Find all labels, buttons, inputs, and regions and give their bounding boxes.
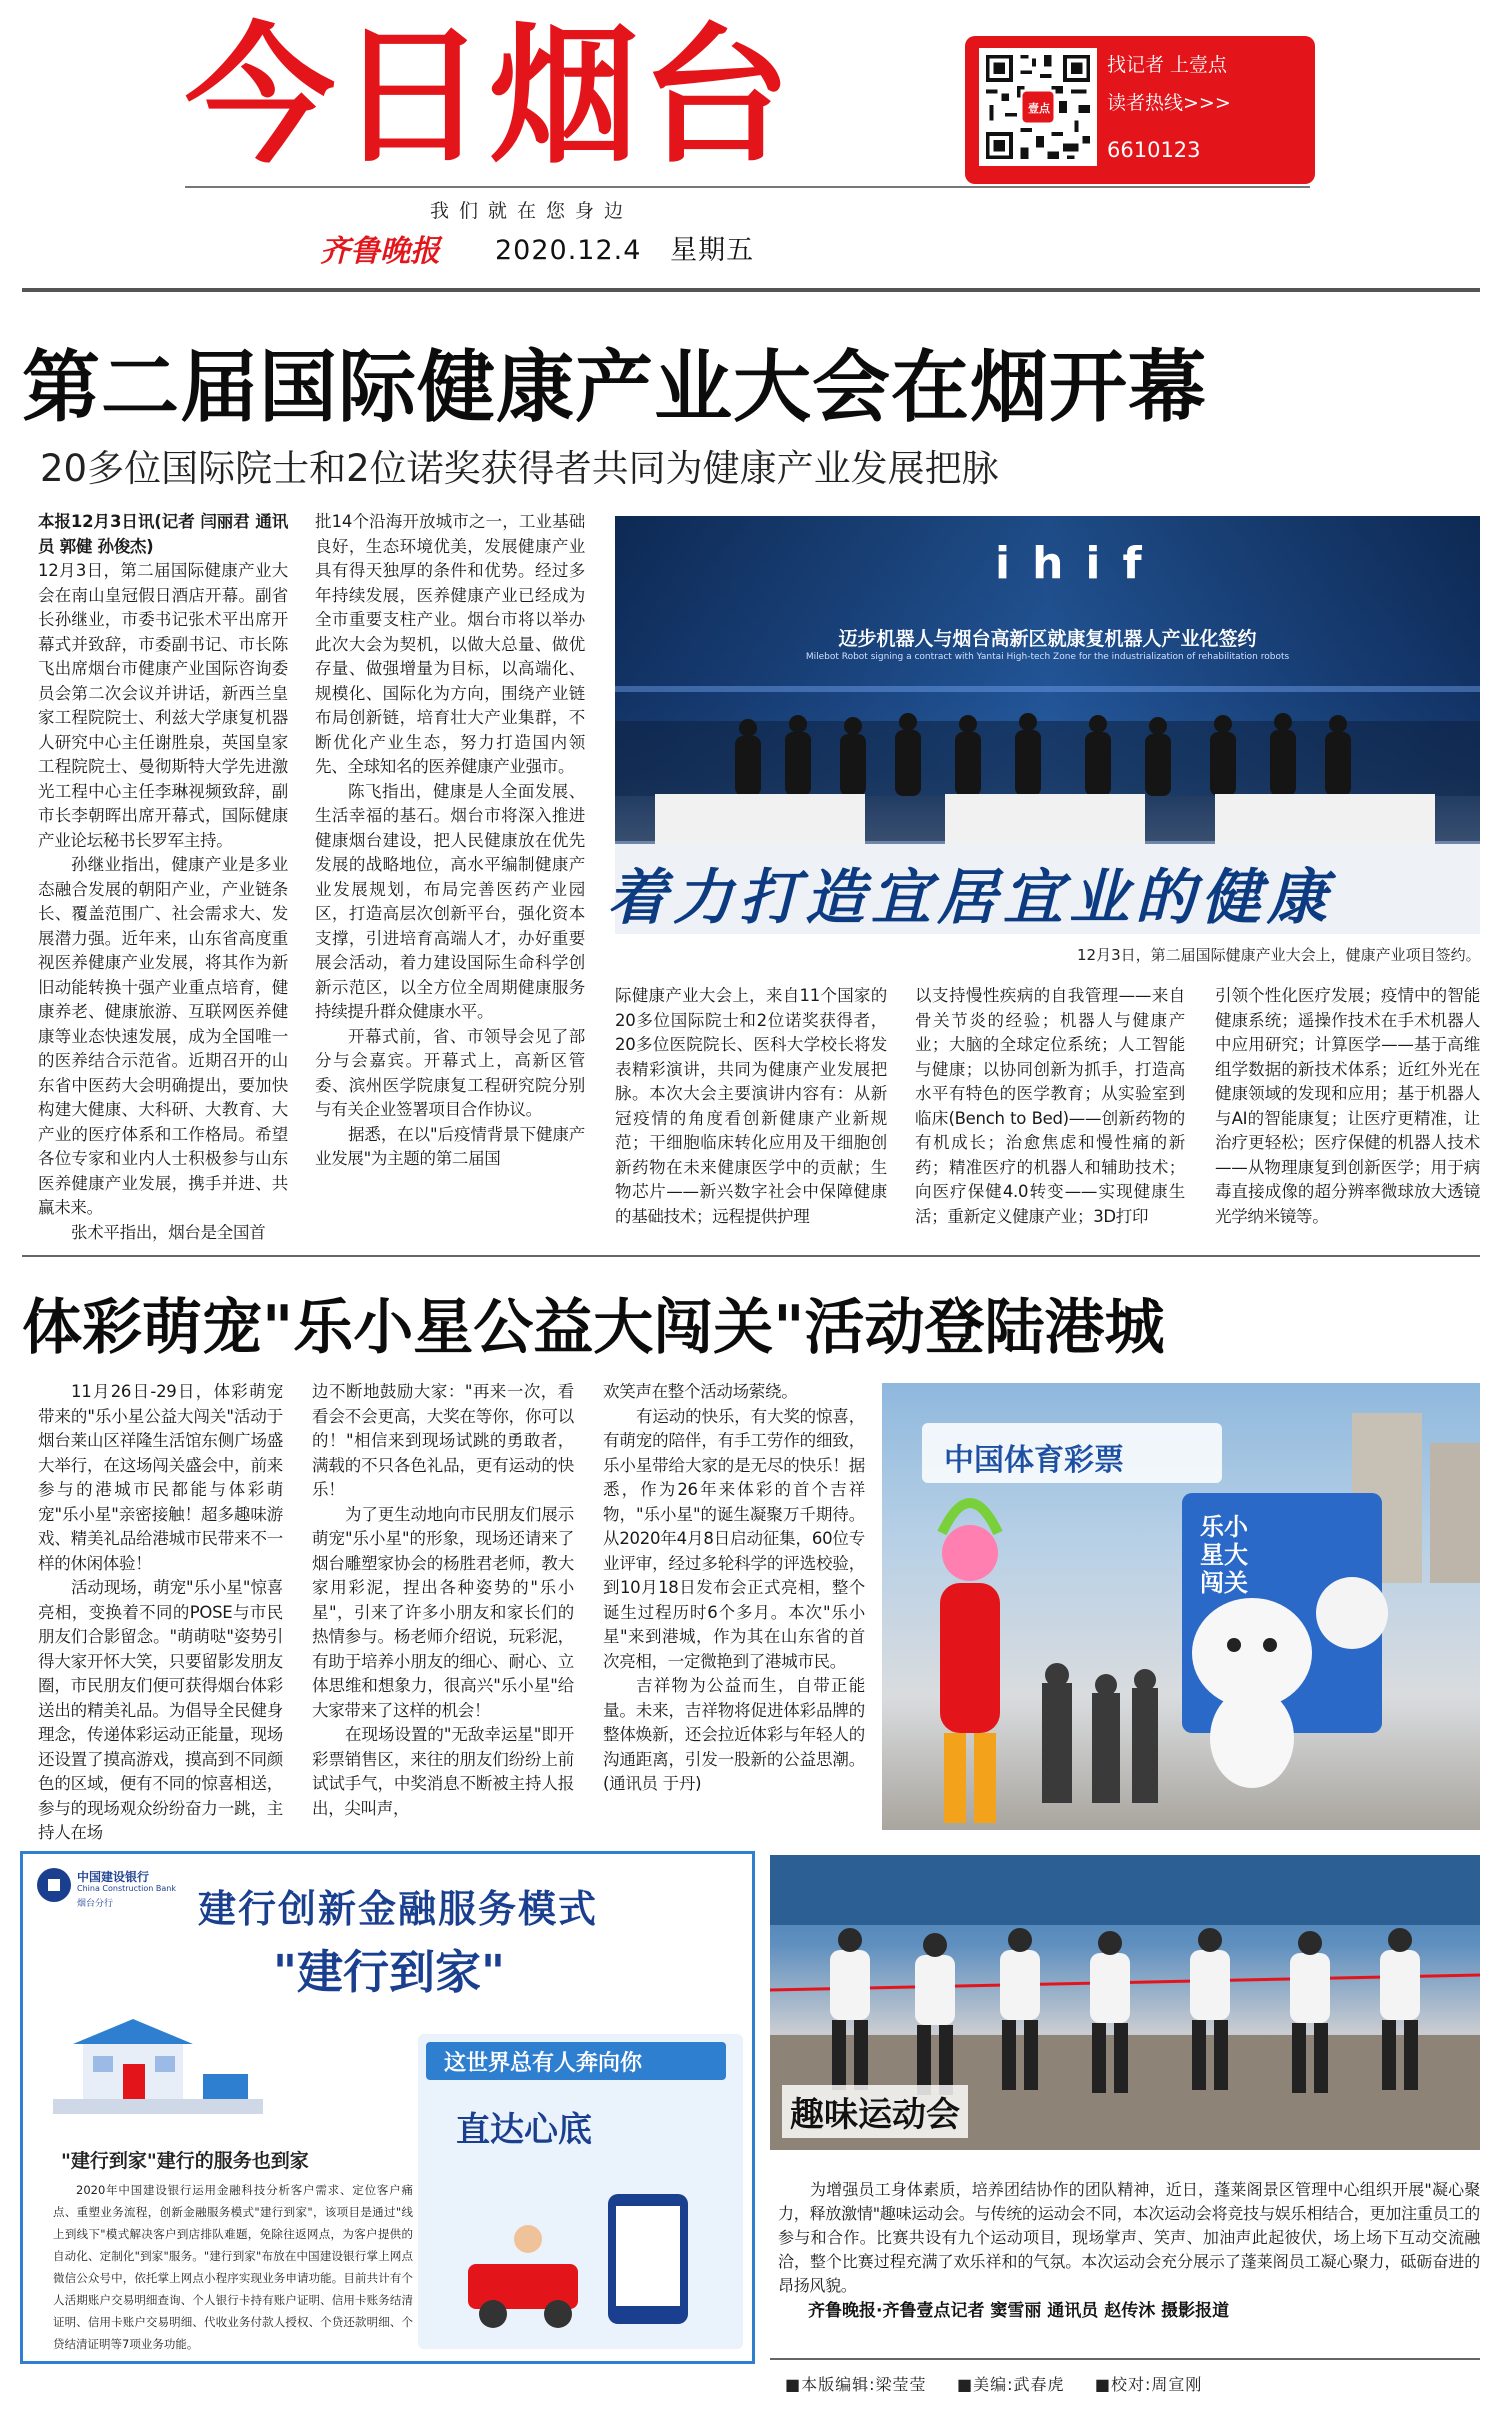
article2-paragraph: 为了更生动地向市民朋友们展示萌宠"乐小星"的形象，现场还请来了烟台雕塑家协会的杨胜君老师，教大家用彩泥，捏出各种姿势的"乐小星"，引来了许多小朋友和家长们的热情参与。杨老师介绍说，玩彩泥，有助于培养小朋友的细心、耐心、立体思维和想象力，很高兴"乐小星"给大家带来了这样的机会！ [312, 1504, 574, 1720]
article1-paragraph: 陈飞指出，健康是人全面发展、生活幸福的基石。烟台市将深入推进健康烟台建设，把人民健康放在优先发展的战略地位，高水平编制健康产业发展规划，布局完善医药产业园区，打造高层次创新平台，强化资本支撑，引进培育高端人才，办好重要展会活动，着力建设国际生命科学创新示范区，以全方位全周期健康服务持续提升群众健康水平。 [315, 781, 585, 1021]
ad-body: 2020年中国建设银行运用金融科技分析客户需求、定位客户痛点、重塑业务流程，创新金融服务模式"建行到家"，该项目是通过"线上到线下"模式解决客户到店排队难题，免除往返网点，为客户提供的自动化、定制化"到家"服务。"建行到家"布放在中国建设银行掌上网点微信公众号中，依托掌上网点小程序实现业务申请功能。目前共计有个人活期账户交易明细查询、个人银行卡持有账户证明、信用卡账务结清证明、信用卡账户交易明细、代收业务付款人授权、个贷还款明细、个贷结清证明等7项业务功能。 [53, 2183, 413, 2351]
ccb-name-cn: 中国建设银行 [77, 1870, 150, 1884]
signing-banner-en: Milebot Robot signing a contract with Yantai High-tech Zone for the industrialization of rehabilitation robots [805, 652, 1290, 662]
article2-headline: 体彩萌宠"乐小星公益大闯关"活动登陆港城 [22, 1293, 1165, 1363]
sports-meet-label: 趣味运动会 [782, 2085, 968, 2138]
mascot-banner-text: 乐小星大闯关 [1200, 1513, 1248, 1597]
ad-phone-illustration [418, 2034, 743, 2349]
masthead-slogan: 我们就在您身边 [430, 200, 634, 222]
conference-signing-photo [607, 516, 1480, 934]
article2-paragraph: 吉祥物为公益而生，自带正能量。未来，吉祥物将促进体彩品牌的整体焕新，还会拉近体彩与年轻人的沟通距离，引发一股新的公益思潮。(通讯员 于丹) [603, 1676, 865, 1793]
article1-column-2 [315, 510, 585, 1520]
hotline-line2: 读者热线>>> [1107, 92, 1231, 114]
photo-slogan: 着力打造宜居宜业的健康 [607, 863, 1333, 933]
issue-date: 2020.12.4 星期五 [495, 235, 755, 266]
sports-meet-photo [770, 1855, 1480, 2150]
ad-title-2: "建行到家" [273, 1945, 505, 1999]
article2-paragraph: 在现场设置的"无敌幸运星"即开彩票销售区，来往的朋友们纷纷上前试试手气，中奖消息不断被主持人报出，尖叫声， [312, 1725, 574, 1818]
article1-paragraph: 批14个沿海开放城市之一，工业基础良好，生态环境优美，发展健康产业具有得天独厚的条件和优势。经过多年持续发展，医养健康产业已经成为全市重要支柱产业。烟台市将以举办此次大会为契机，以做大总量、做优存量、做强增量为目标，以高端化、规模化、国际化为方向，围绕产业链布局创新链，培育壮大产业集群，不断优化产业生态，努力打造国内领先、全球知名的医养健康产业强市。 [315, 512, 585, 776]
reader-hotline-box [965, 36, 1315, 184]
lottery-sign: 中国体育彩票 [944, 1443, 1124, 1478]
page-credits [785, 2372, 1202, 2395]
article1-column-1 [38, 510, 288, 1520]
credit-proofreader: ■校对:周宣刚 [1094, 2375, 1203, 2394]
article3-byline: 齐鲁晚报·齐鲁壹点记者 窦雪丽 通讯员 赵传沐 摄影报道 [808, 2301, 1230, 2321]
footer-rule [770, 2358, 1480, 2360]
qr-label: 壹点 [1028, 102, 1050, 115]
ad-bubble-2: 直达心底 [456, 2110, 592, 2150]
credit-editor: ■本版编辑:梁莹莹 [785, 2375, 927, 2394]
article2-paragraph: 边不断地鼓励大家："再来一次，看看会不会更高，大奖在等你，你可以的！"相信来到现场试跳的勇敢者，满载的不只各色礼品，更有运动的快乐！ [312, 1382, 574, 1499]
article1-column-3: 际健康产业大会上，来自11个国家的20多位国际院士和2位诺奖获得者，20多位医院院长、医科大学校长将发表精彩演讲，共同为健康产业发展把脉。本次大会主要演讲内容有：从新冠疫情的角度看创新健康产业新规范；干细胞临床转化应用及干细胞创新药物在未来健康医学中的贡献；生物芯片——新兴数字社会中保障健康的基础技术；远程提供护理 [615, 986, 887, 1226]
article1-subheadline: 20多位国际院士和2位诺奖获得者共同为健康产业发展把脉 [40, 447, 999, 490]
article3-paragraph: 为增强员工身体素质，培养团结协作的团队精神，近日，蓬莱阁景区管理中心组织开展"凝心聚力，释放激情"趣味运动会。与传统的运动会不同，本次运动会将竞技与娱乐相结合，更加注重员工的参与和合作。比赛共设有九个运动项目，现场掌声、笑声、加油声此起彼伏，场上场下互动交流融洽，整个比赛过程充满了欢乐祥和的气氛。本次运动会充分展示了蓬莱阁员工凝心聚力，砥砺奋进的昂扬风貌。 [778, 2180, 1480, 2295]
signing-banner-cn: 迈步机器人与烟台高新区就康复机器人产业化签约 [838, 628, 1257, 650]
article1-byline: 本报12月3日讯(记者 闫丽君 通讯员 郭健 孙俊杰) [38, 512, 288, 556]
article1-photo-caption: 12月3日，第二届国际健康产业大会上，健康产业项目签约。 [1077, 946, 1481, 964]
ad-title-1: 建行创新金融服务模式 [198, 1887, 599, 1931]
article2-column-3 [603, 1380, 865, 1830]
ccb-advertisement[interactable] [20, 1851, 755, 2364]
masthead-rule [22, 288, 1480, 292]
bank-building-illustration [53, 2004, 263, 2114]
hotline-number: 6610123 [1107, 138, 1201, 162]
hotline-line1: 找记者 上壹点 [1107, 54, 1228, 76]
article1-paragraph: 孙继业指出，健康产业是多业态融合发展的朝阳产业，产业链条长、覆盖范围广、社会需求大、发展潜力强。近年来，山东省高度重视医养健康产业发展，将其作为新旧动能转换十强产业重点培育，健康养老、健康旅游、互联网医养健康等业态快速发展，成为全国唯一的医养结合示范省。近期召开的山东省中医药大会明确提出，要加快构建大健康、大科研、大教育、大产业的医疗体系和工作格局。希望各位专家和业内人士积极参与山东医养健康产业发展，携手并进、共赢未来。 [38, 855, 288, 1217]
article2-paragraph: 11月26日-29日，体彩萌宠带来的"乐小星公益大闯关"活动于烟台莱山区祥隆生活馆东侧广场盛大举行，在这场闯关盛会中，前来参与的港城市民都能与体彩萌宠"乐小星"亲密接触！超多趣味游戏、精美礼品给港城市民带来不一样的休闲体验！ [38, 1382, 283, 1573]
section-divider [22, 1255, 1480, 1257]
article2-paragraph: 活动现场，萌宠"乐小星"惊喜亮相，变换着不同的POSE与市民朋友们合影留念。"萌萌哒"姿势引得大家开怀大笑，只要留影发朋友圈，市民朋友们便可获得烟台体彩送出的精美礼品。为倡导全民健身理念，传递体彩运动正能量，现场还设置了摸高游戏，摸高到不同颜色的区域，便有不同的惊喜相送，参与的现场观众纷纷奋力一跳，主持人在场 [38, 1578, 283, 1842]
brand-logo: 齐鲁晚报 [320, 234, 440, 269]
article2-paragraph: 欢笑声在整个活动场萦绕。 [603, 1382, 798, 1401]
article1-headline: 第二届国际健康产业大会在烟开幕 [22, 343, 1208, 433]
ccb-name-en: China Construction Bank [77, 1884, 176, 1893]
ad-bubble-1: 这世界总有人奔向你 [444, 2051, 643, 2076]
masthead-divider [185, 186, 1310, 188]
qr-code-icon[interactable] [979, 48, 1097, 166]
masthead-title: 今日烟台 [185, 10, 794, 184]
article2-column-1 [38, 1380, 283, 1842]
article1-column-4: 以支持慢性疾病的自我管理——来自骨关节炎的经验；机器人与健康产业；大脑的全球定位系统；人工智能与健康；以协同创新为抓手，打造高水平有特色的医学教育；从实验室到临床(Bench to Bed)——创新药物的有机成长；治愈焦虑和慢性痛的新药；精准医疗的机器人和辅助技术；向医疗保健4.0转变——实现健康生活；重新定义健康产业；3D打印 [915, 986, 1185, 1226]
article2-paragraph: 有运动的快乐，有大奖的惊喜，有萌宠的陪伴，有手工劳作的细致，乐小星带给大家的是无尽的快乐！据悉，作为26年来体彩的首个吉祥物，"乐小星"的诞生凝聚万千期待。从2020年4月8日启动征集，60位专业评审，经过多轮科学的评选校验，到10月18日发布会正式亮相，整个诞生过程历时6个多月。本次"乐小星"来到港城，作为其在山东省的首次亮相，一定微艳到了港城市民。 [603, 1406, 865, 1671]
article1-column-5: 引领个性化医疗发展；疫情中的智能健康系统；遥操作技术在手术机器人中应用研究；计算医学——基于高维组学数据的新技术体系；近红外光在健康领域的发现和应用；基于机器人与AI的智能康复；让医疗更精准，让治疗更轻松；医疗保健的机器人技术——从物理康复到创新医学；用于病毒直接成像的超分辨率微球放大透镜光学纳米镜等。 [1215, 986, 1480, 1226]
article2-column-2 [312, 1380, 574, 1830]
credit-designer: ■美编:武春虎 [956, 2375, 1065, 2394]
article1-paragraph: 开幕式前，省、市领导会见了部分与会嘉宾。开幕式上，高新区管委、滨州医学院康复工程研究院分别与有关企业签署项目合作协议。 [315, 1026, 585, 1119]
ccb-branch: 烟台分行 [77, 1899, 114, 1909]
ccb-logo-icon [37, 1868, 71, 1902]
ihif-logo: ihif [995, 538, 1164, 589]
ad-slogan: "建行到家"建行的服务也到家 [61, 2150, 309, 2172]
article1-paragraph: 据悉，在以"后疫情背景下健康产业发展"为主题的第二届国 [315, 1124, 585, 1168]
lottery-event-photo [882, 1383, 1480, 1830]
article1-paragraph: 12月3日，第二届国际健康产业大会在南山皇冠假日酒店开幕。副省长孙继业，市委书记张术平出席开幕式并致辞，市委副书记、市长陈飞出席烟台市健康产业国际咨询委员会第二次会议并讲话，新西兰皇家工程院院士、利兹大学康复机器人研究中心主任谢胜泉，英国皇家工程院院士、曼彻斯特大学先进激光工程中心主任李琳视频致辞，副市长李朝晖出席开幕式，国际健康产业论坛秘书长罗军主持。 [38, 561, 288, 850]
article1-paragraph: 张术平指出，烟台是全国首 [71, 1222, 266, 1242]
